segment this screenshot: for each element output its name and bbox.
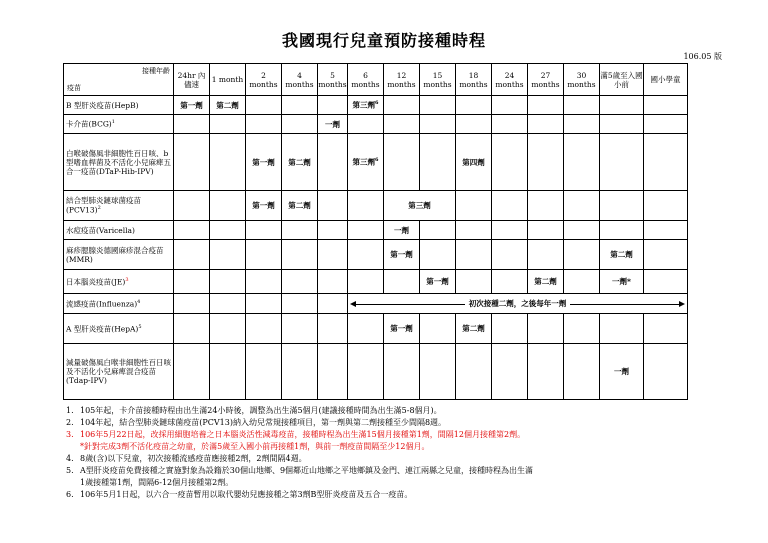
empty-cell xyxy=(528,191,564,221)
empty-cell xyxy=(492,134,528,191)
empty-cell xyxy=(246,344,282,400)
empty-cell xyxy=(282,96,318,115)
vaccine-name: A 型肝炎疫苗(HepA)$^5$ xyxy=(64,314,174,344)
dose-cell: 第一劑 xyxy=(246,191,282,221)
dose-cell: 一劑 xyxy=(384,221,420,240)
dose-cell: 第二劑 xyxy=(282,134,318,191)
empty-cell xyxy=(600,115,644,134)
empty-cell xyxy=(318,191,348,221)
empty-cell xyxy=(644,240,688,270)
dose-cell: 第二劑 xyxy=(528,270,564,294)
vaccine-name: 減量破傷風白喉非細胞性百日咳及不活化小兒麻痺混合疫苗(Tdap-IPV) xyxy=(64,344,174,400)
empty-cell xyxy=(456,191,492,221)
empty-cell xyxy=(492,240,528,270)
empty-cell xyxy=(174,270,210,294)
empty-cell xyxy=(420,221,456,240)
empty-cell xyxy=(384,134,420,191)
empty-cell xyxy=(282,221,318,240)
empty-cell xyxy=(384,96,420,115)
empty-cell xyxy=(420,344,456,400)
vaccine-row-mmr xyxy=(64,240,688,270)
empty-cell xyxy=(456,96,492,115)
empty-cell xyxy=(564,240,600,270)
vaccine-row-bcg xyxy=(64,115,688,134)
empty-cell xyxy=(384,115,420,134)
empty-cell xyxy=(420,115,456,134)
empty-cell xyxy=(282,294,318,314)
empty-cell xyxy=(420,96,456,115)
empty-cell xyxy=(420,240,456,270)
empty-cell xyxy=(282,270,318,294)
influenza-arrow xyxy=(348,294,688,314)
empty-cell xyxy=(210,270,246,294)
dose-cell: 第一劑 xyxy=(420,270,456,294)
empty-cell xyxy=(174,191,210,221)
arrow-left-icon xyxy=(350,301,356,307)
vaccine-name: 白喉破傷風非細胞性百日咳、b型嗜血桿菌及不活化小兒麻痺五合一疫苗(DTaP-Hib-IPV) xyxy=(64,134,174,191)
schedule-table xyxy=(63,63,688,400)
dose-cell: 一劑* xyxy=(600,270,644,294)
vaccine-row-tdap-ipv xyxy=(64,344,688,400)
empty-cell xyxy=(246,221,282,240)
age-header: 5 months xyxy=(318,64,348,96)
age-header: 15 months xyxy=(420,64,456,96)
empty-cell xyxy=(600,134,644,191)
arrow-right-icon xyxy=(679,301,685,307)
empty-cell xyxy=(348,240,384,270)
empty-cell xyxy=(420,314,456,344)
empty-cell xyxy=(456,270,492,294)
version-label: 106.05 版 xyxy=(683,52,722,61)
empty-cell xyxy=(348,191,384,221)
empty-cell xyxy=(600,96,644,115)
empty-cell xyxy=(600,314,644,344)
age-header: 24 months xyxy=(492,64,528,96)
footnote: 1歲接種第1劑，間隔6-12個月接種第2劑。 xyxy=(80,478,234,487)
age-header: 2 months xyxy=(246,64,282,96)
empty-cell xyxy=(492,314,528,344)
empty-cell xyxy=(492,96,528,115)
empty-cell xyxy=(644,314,688,344)
empty-cell xyxy=(210,134,246,191)
empty-cell xyxy=(564,270,600,294)
empty-cell xyxy=(492,221,528,240)
empty-cell xyxy=(348,221,384,240)
empty-cell xyxy=(282,240,318,270)
vaccine-row-varicella xyxy=(64,221,688,240)
empty-cell xyxy=(528,115,564,134)
empty-cell xyxy=(528,96,564,115)
dose-cell: 第一劑 xyxy=(384,314,420,344)
empty-cell xyxy=(384,344,420,400)
empty-cell xyxy=(318,344,348,400)
dose-cell: 第三劑 xyxy=(384,191,456,221)
empty-cell xyxy=(174,294,210,314)
empty-cell xyxy=(282,344,318,400)
empty-cell xyxy=(492,270,528,294)
dose-cell: 第二劑 xyxy=(210,96,246,115)
dose-cell: 第二劑 xyxy=(282,191,318,221)
age-header: 18 months xyxy=(456,64,492,96)
empty-cell xyxy=(564,115,600,134)
empty-cell xyxy=(644,221,688,240)
empty-cell xyxy=(528,134,564,191)
dose-cell: 第一劑 xyxy=(246,134,282,191)
footnote: 5. A型肝炎疫苗免費接種之實施對象為設籍於30個山地鄉、9個鄰近山地鄉之平地鄉鎮及金門、連江兩縣之兒童，接種時程為出生滿 xyxy=(66,466,534,475)
footnote: 3. 106年5月22日起，改採用細胞培養之日本腦炎活性減毒疫苗，接種時程為出生滿15個月接種第1劑，間隔12個月接種第2劑。 xyxy=(66,430,526,439)
page-title: 我國現行兒童預防接種時程 xyxy=(281,31,486,50)
empty-cell xyxy=(644,270,688,294)
dose-cell: 第三劑$^6$ xyxy=(348,96,384,115)
empty-cell xyxy=(246,240,282,270)
empty-cell xyxy=(348,270,384,294)
empty-cell xyxy=(564,191,600,221)
empty-cell xyxy=(318,314,348,344)
empty-cell xyxy=(246,314,282,344)
empty-cell xyxy=(210,314,246,344)
empty-cell xyxy=(600,191,644,221)
dose-cell: 第四劑 xyxy=(456,134,492,191)
empty-cell xyxy=(644,134,688,191)
empty-cell xyxy=(246,96,282,115)
footnotes xyxy=(66,405,706,501)
empty-cell xyxy=(318,134,348,191)
empty-cell xyxy=(210,294,246,314)
empty-cell xyxy=(564,344,600,400)
influenza-arrow-label: 初次接種二劑，之後每年一劑 xyxy=(465,299,571,308)
empty-cell xyxy=(348,314,384,344)
empty-cell xyxy=(528,240,564,270)
vaccine-row-pcv13 xyxy=(64,191,688,221)
empty-cell xyxy=(492,191,528,221)
empty-cell xyxy=(282,314,318,344)
empty-cell xyxy=(174,240,210,270)
age-header: 國小學童 xyxy=(644,64,688,96)
dose-cell: 一劑 xyxy=(600,344,644,400)
empty-cell xyxy=(174,314,210,344)
empty-cell xyxy=(246,294,282,314)
header-row xyxy=(64,64,688,96)
vaccine-name: 卡介苗(BCG)$^1$ xyxy=(64,115,174,134)
corner-cell xyxy=(64,64,174,96)
empty-cell xyxy=(210,221,246,240)
empty-cell xyxy=(456,344,492,400)
empty-cell xyxy=(420,134,456,191)
empty-cell xyxy=(384,270,420,294)
empty-cell xyxy=(456,240,492,270)
empty-cell xyxy=(174,115,210,134)
empty-cell xyxy=(492,115,528,134)
age-header: 12 months xyxy=(384,64,420,96)
age-header: 4 months xyxy=(282,64,318,96)
footnote: 6. 106年5月1日起，以六合一疫苗暫用以取代嬰幼兒應接種之第3劑B型肝炎疫苗及五合一疫苗。 xyxy=(66,490,413,499)
empty-cell xyxy=(644,191,688,221)
age-header: 滿5歲至入國小前 xyxy=(600,64,644,96)
footnote: 2. 104年起，結合型肺炎鏈球菌疫苗(PCV13)納入幼兒常規接種項目，第一劑與第二劑接種至少間隔8週。 xyxy=(66,418,447,427)
empty-cell xyxy=(456,221,492,240)
empty-cell xyxy=(644,344,688,400)
dose-cell: 一劑 xyxy=(318,115,348,134)
vaccine-row-influenza xyxy=(64,294,688,314)
empty-cell xyxy=(318,240,348,270)
empty-cell xyxy=(528,344,564,400)
empty-cell xyxy=(174,134,210,191)
empty-cell xyxy=(348,344,384,400)
empty-cell xyxy=(348,115,384,134)
empty-cell xyxy=(318,221,348,240)
dose-cell: 第一劑 xyxy=(174,96,210,115)
footnote: *針對完成3劑不活化疫苗之幼童，於滿5歲至入國小前再接種1劑，與前一劑疫苗間隔至少12個月。 xyxy=(80,442,430,451)
corner-top-label: 接種年齡 xyxy=(142,67,170,75)
vaccine-row-je xyxy=(64,270,688,294)
age-header: 6 months xyxy=(348,64,384,96)
age-header: 30 months xyxy=(564,64,600,96)
footnote: 4. 8歲(含)以下兒童，初次接種流感疫苗應接種2劑，2劑間隔4週。 xyxy=(66,454,307,463)
vaccine-name: 日本腦炎疫苗(JE)$^3$ xyxy=(64,270,174,294)
empty-cell xyxy=(210,240,246,270)
empty-cell xyxy=(564,96,600,115)
age-header: 24hr 內儘速 xyxy=(174,64,210,96)
vaccine-name: 麻疹腮腺炎德國麻疹混合疫苗(MMR) xyxy=(64,240,174,270)
empty-cell xyxy=(644,96,688,115)
dose-cell: 第一劑 xyxy=(384,240,420,270)
empty-cell xyxy=(528,314,564,344)
empty-cell xyxy=(644,115,688,134)
empty-cell xyxy=(318,96,348,115)
empty-cell xyxy=(174,221,210,240)
empty-cell xyxy=(246,115,282,134)
empty-cell xyxy=(564,314,600,344)
empty-cell xyxy=(318,294,348,314)
dose-cell: 第三劑$^6$ xyxy=(348,134,384,191)
vaccine-row-hepb xyxy=(64,96,688,115)
vaccine-name: 結合型肺炎鏈球菌疫苗$(PCV13)^2$ xyxy=(64,191,174,221)
empty-cell xyxy=(528,221,564,240)
dose-cell: 第二劑 xyxy=(456,314,492,344)
empty-cell xyxy=(564,134,600,191)
vaccine-name: 水痘疫苗(Varicella) xyxy=(64,221,174,240)
age-header: 1 month xyxy=(210,64,246,96)
vaccine-name: B 型肝炎疫苗(HepB) xyxy=(64,96,174,115)
empty-cell xyxy=(210,191,246,221)
empty-cell xyxy=(210,115,246,134)
dose-cell: 第二劑 xyxy=(600,240,644,270)
corner-bottom-label: 疫苗 xyxy=(67,83,81,92)
empty-cell xyxy=(174,344,210,400)
empty-cell xyxy=(456,115,492,134)
empty-cell xyxy=(246,270,282,294)
vaccine-row-dtap-hib-ipv xyxy=(64,134,688,191)
footnote: 1. 105年起，卡介苗接種時程由出生滿24小時後，調整為出生滿5個月(建議接種時間為出生滿5-8個月)。 xyxy=(66,406,442,415)
empty-cell xyxy=(210,344,246,400)
empty-cell xyxy=(318,270,348,294)
empty-cell xyxy=(600,221,644,240)
vaccine-row-hepa xyxy=(64,314,688,344)
vaccine-name: 流感疫苗(Influenza)$^4$ xyxy=(64,294,174,314)
empty-cell xyxy=(282,115,318,134)
age-header: 27 months xyxy=(528,64,564,96)
empty-cell xyxy=(492,344,528,400)
empty-cell xyxy=(564,221,600,240)
